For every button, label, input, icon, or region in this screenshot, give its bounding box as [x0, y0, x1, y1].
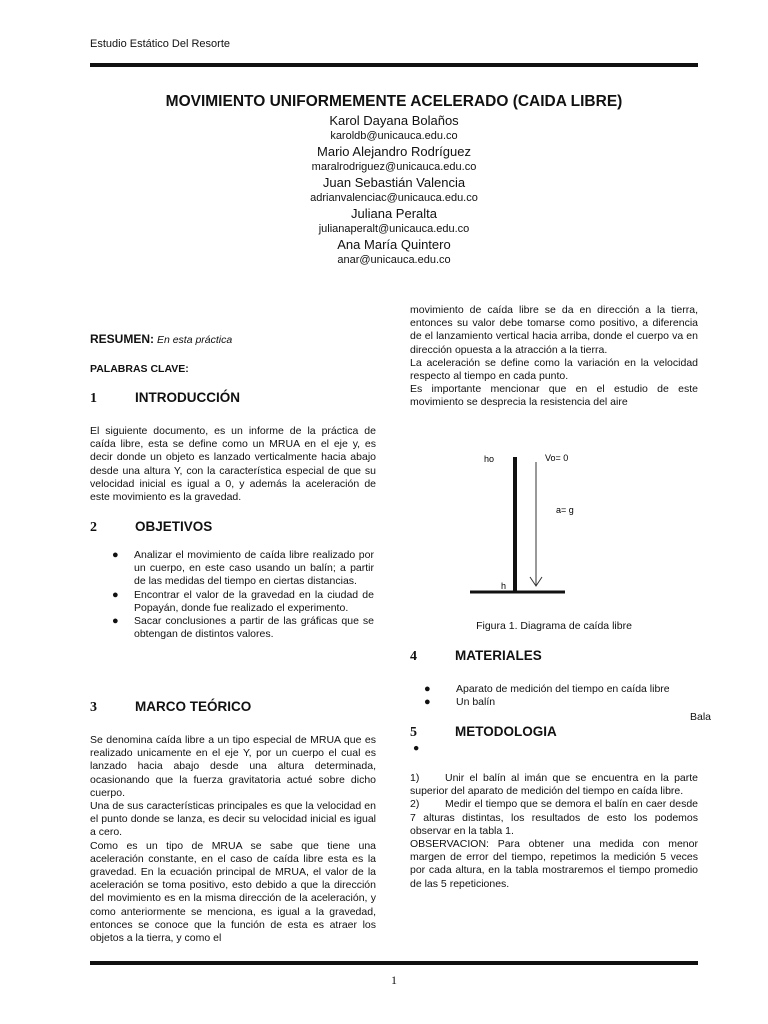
paragraph: OBSERVACION: Para obtener una medida con menor margen de error del tiempo, repetimos la medición 5 veces por cada altura, en la tabla mostraremos el tiempo promedio de las 5 repeticiones. [410, 838, 698, 890]
materiales-list [424, 683, 696, 709]
page-number: 1 [391, 973, 397, 987]
section-heading-materiales [410, 648, 542, 665]
section-heading-intro [90, 390, 240, 407]
list-item: ● Aparato de medición del tiempo en caída libre [424, 683, 670, 695]
author-name: Juliana Peralta [351, 206, 437, 221]
paragraph: Se denomina caída libre a un tipo especial de MRUA que es realizado unicamente en el eje Y, por un cuerpo el cual es lanzado hacia abajo desde una altura determinada, ocasionando que la fuerza gravitatoria actué sobre dicho cuerpo. [90, 734, 376, 799]
resumen [90, 333, 376, 347]
author-email: julianaperalt@unicauca.edu.co [318, 223, 470, 235]
author-email: anar@unicauca.edu.co [337, 254, 451, 266]
list-item: ● Analizar el movimiento de caída libre realizado por un cuerpo, en este caso usando un balín; a partir de las medidas del tiempo en ciertas distancias. [112, 549, 374, 588]
section-title: METODOLOGIA [455, 724, 557, 739]
bullet-icon: ● [112, 588, 119, 601]
section-number: 5 [410, 725, 417, 740]
section-heading-objetivos [90, 519, 212, 536]
paragraph: La aceleración se define como la variación en la velocidad respecto al tiempo en cada punto. [410, 356, 698, 383]
author-name: Ana María Quintero [337, 237, 451, 252]
free-fall-diagram [470, 452, 600, 597]
list-item: ● Un balín [424, 696, 496, 709]
list-item: 1) Unir el balín al imán que se encuentra en la parte superior del aparato de medición del tiempo en caída libre. [410, 772, 698, 798]
intro-paragraph: El siguiente documento, es un informe de la práctica de caída libre, esta se define como un MRUA en el eje y, es decir donde un objeto es lanzado verticalmente hacia abajo desde una altura Y, con la característica especial de que su velocidad inicial es igual a 0, y además la aceleración de este movimiento es la gravedad. [90, 425, 376, 504]
list-item: ● Sacar conclusiones a partir de las gráficas que se obtengan de distintos valores. [112, 615, 374, 641]
resumen-text: En esta práctica [156, 334, 233, 346]
author-email: maralrodriguez@unicauca.edu.co [311, 161, 477, 173]
label-h: h [501, 581, 507, 591]
paragraph: Como es un tipo de MRUA se sabe que tiene una aceleración constante, en el caso de caída libre esta es la gravedad. En la ecuación principal de MRUA, el valor de la aceleración se toma positivo, esto debido a que la dirección del movimiento es en la misma dirección de la aceleración, y como anteriormente se menciona, es igual a la gravedad, entonces se conoce que la función de esta es atraer los objetos a la tierra, y como el [90, 839, 376, 945]
running-header: Estudio Estático Del Resorte [90, 38, 231, 50]
list-item: 2) Medir el tiempo que se demora el balín en caer desde 7 alturas distintas, los resultados de esto los podemos observar en la tabla 1. [410, 798, 698, 837]
palabras-clave: PALABRAS CLAVE: [90, 363, 189, 375]
bullet-icon: ● [424, 683, 431, 695]
paragraph: movimiento de caída libre se da en dirección a la tierra, entonces su valor debe tomarse como positivo, a diferencia de el lanzamiento vertical hacia arriba, donde el cuerpo va en dirección opuesta a la atracción a la tierra. [410, 304, 698, 356]
bullet-icon: ● [112, 615, 119, 628]
bullet-icon: ● [424, 696, 431, 709]
section-title: MARCO TEÓRICO [135, 699, 252, 714]
bullet-icon: ● [413, 742, 420, 754]
section-heading-marco [90, 699, 251, 716]
materiales-extra: Bala [690, 711, 712, 723]
author-email: karoldb@unicauca.edu.co [330, 130, 458, 142]
author-name: Mario Alejandro Rodríguez [317, 144, 471, 159]
bullet-icon: ● [112, 549, 119, 561]
section-number: 2 [90, 520, 97, 535]
list-item: ● Encontrar el valor de la gravedad en la ciudad de Popayán, donde fue realizado el experimento. [112, 588, 374, 614]
header-rule [90, 63, 698, 67]
paper-title: MOVIMIENTO UNIFORMEMENTE ACELERADO (CAIDA LIBRE) [165, 93, 623, 110]
label-ho: ho [484, 454, 495, 464]
author-block [0, 113, 768, 268]
objetivos-list [112, 549, 374, 641]
label-a: a= g [556, 505, 574, 515]
paragraph: Es importante mencionar que en el estudio de este movimiento se desprecia la resistencia del aire [410, 383, 698, 409]
section-number: 1 [90, 391, 97, 406]
marco-continued [410, 304, 698, 410]
footer-rule [90, 961, 698, 965]
figure-caption: Figura 1. Diagrama de caída libre [476, 620, 632, 632]
section-number: 4 [410, 649, 417, 664]
section-title: MATERIALES [455, 648, 542, 663]
section-title: INTRODUCCIÓN [135, 390, 240, 405]
author-name: Karol Dayana Bolaños [329, 113, 459, 128]
author-name: Juan Sebastián Valencia [322, 175, 466, 190]
section-title: OBJETIVOS [135, 519, 213, 534]
label-vo: Vo= 0 [545, 453, 569, 463]
section-heading-metodologia [410, 724, 557, 741]
paragraph: Una de sus características principales es que la velocidad en el punto donde se lanza, es decir su velocidad inicial es igual a cero. [90, 800, 376, 839]
metodologia-text [410, 772, 698, 891]
resumen-label: RESUMEN: [90, 332, 155, 346]
section-number: 3 [90, 700, 97, 715]
author-email: adrianvalenciac@unicauca.edu.co [310, 192, 478, 204]
marco-text [90, 734, 376, 945]
